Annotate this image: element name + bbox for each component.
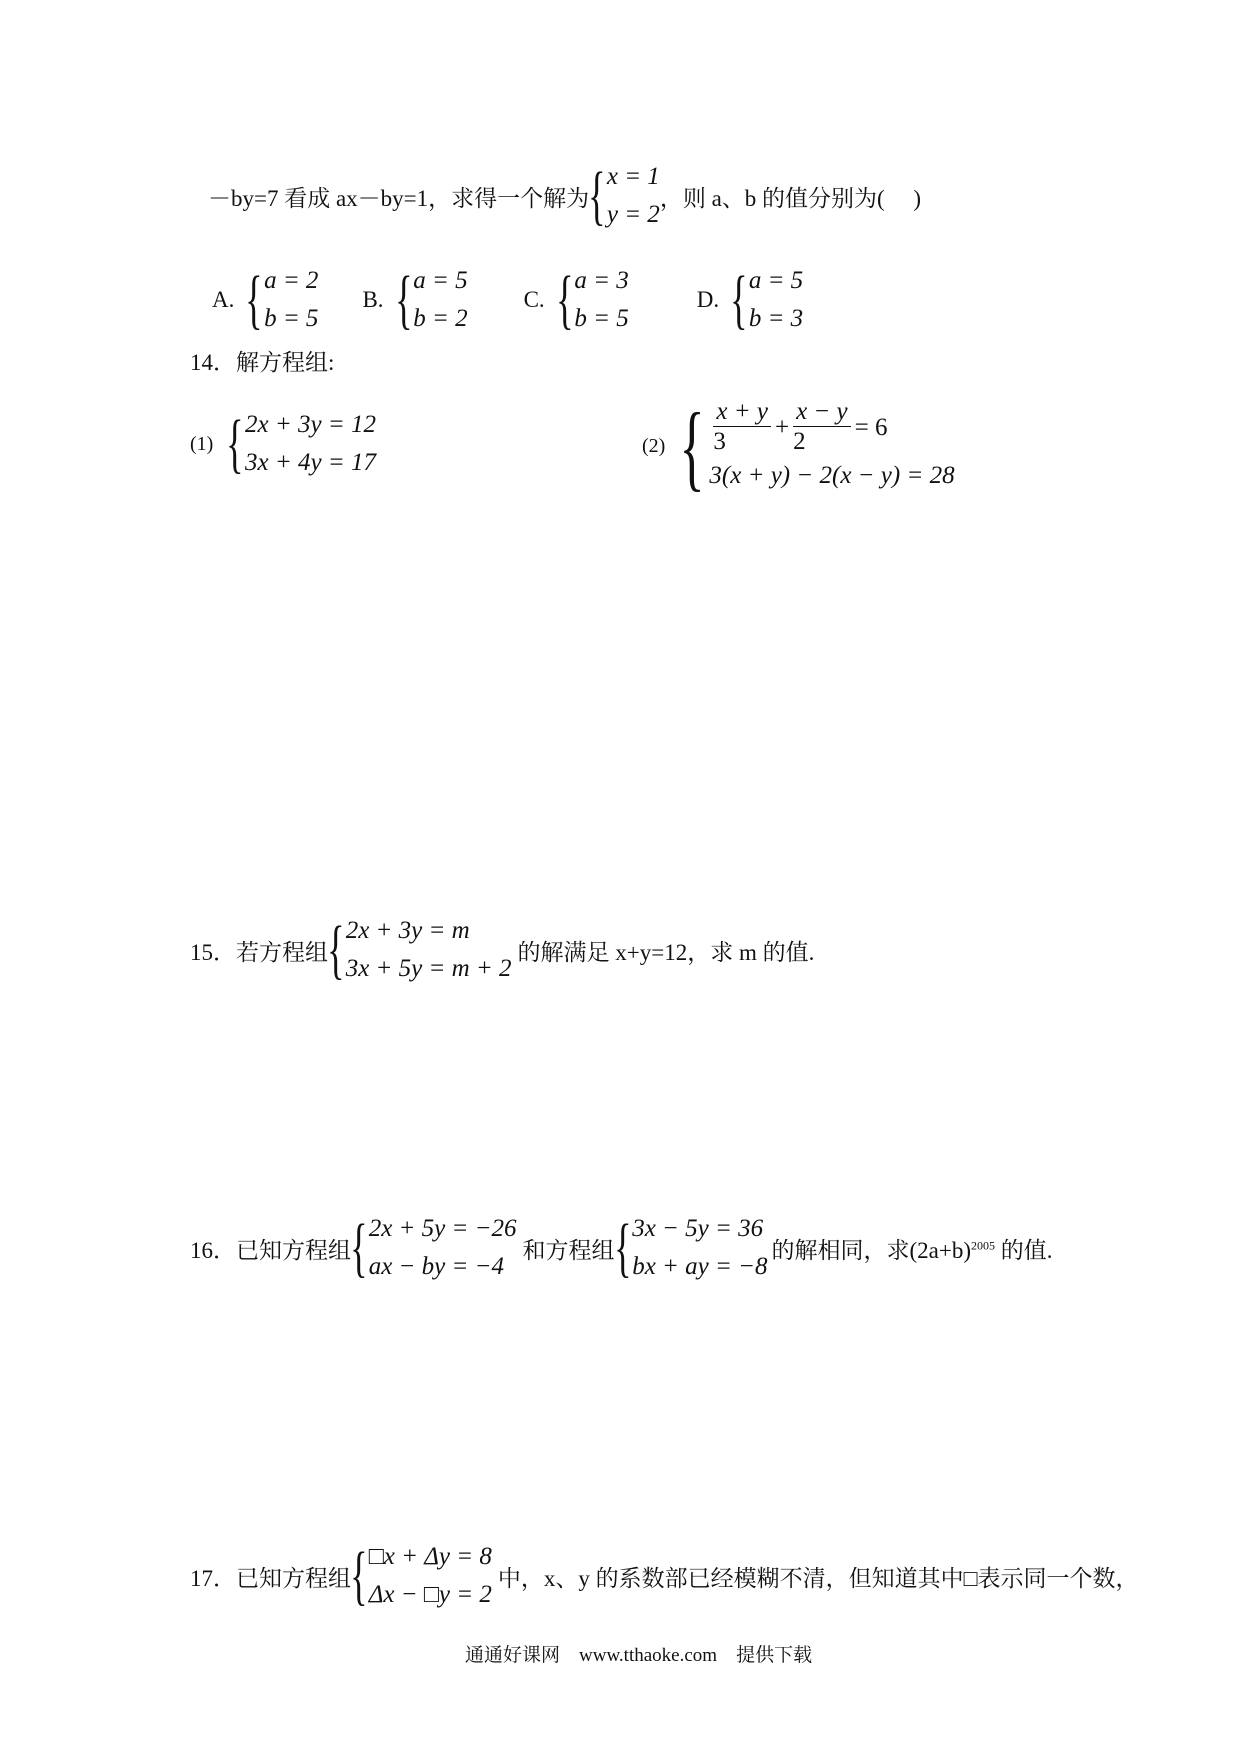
option-eq: a = 3	[574, 267, 629, 294]
option-eqs	[264, 262, 318, 338]
q16-eq1: 2x + 5y = −26	[368, 1215, 517, 1242]
q16-prefix: 16．已知方程组	[190, 1237, 351, 1263]
q17-system	[351, 1538, 492, 1614]
q13-solution-y: y = 2	[606, 201, 660, 228]
q14-title-text: 14．解方程组:	[190, 350, 335, 375]
q17-suffix: 中，x、y 的系数部已经模糊不清，但知道其中□表示同一个数，	[497, 1565, 1139, 1591]
q14-part1-eq1: 2x + 3y = 12	[245, 411, 376, 438]
page-footer	[465, 1640, 812, 1667]
q15-system	[328, 912, 512, 988]
option-label: C.	[523, 287, 545, 312]
q17-prefix: 17．已知方程组	[190, 1565, 351, 1591]
q13-text-after: ，则 a、b 的值分别为( )	[659, 185, 922, 211]
brace-icon: {	[588, 159, 606, 232]
q13-solution-system	[589, 158, 660, 234]
q13-text-before: －by=7 看成 ax－by=1，求得一个解为	[208, 185, 590, 211]
q15-eq1: 2x + 3y = m	[345, 917, 470, 944]
rhs: = 6	[854, 413, 888, 441]
q15-eq2: 3x + 5y = m + 2	[345, 955, 512, 982]
option-eq: b = 3	[748, 305, 804, 332]
q16-suffix-after: 的值.	[1000, 1237, 1053, 1263]
q14-part1-label: (1)	[190, 432, 214, 455]
q16-eqs1	[369, 1210, 517, 1286]
q13-option-b	[362, 262, 467, 338]
brace-icon: {	[350, 1539, 368, 1612]
q16-suffix-before: 的解相同，求(2a+b)	[771, 1237, 971, 1263]
option-eq: b = 5	[574, 305, 629, 332]
q15-suffix: 的解满足 x+y=12，求 m 的值.	[517, 939, 815, 965]
q14-part2-system	[677, 392, 955, 500]
q13-option-a	[212, 262, 318, 338]
brace-icon: {	[730, 263, 748, 336]
q17-eqs	[369, 1538, 492, 1614]
brace-icon: {	[679, 392, 706, 500]
footer-text: 通通好课网 www.tthaoke.com 提供下载	[465, 1645, 813, 1666]
brace-icon: {	[613, 1211, 632, 1284]
q14-part1-system	[227, 406, 376, 482]
q16-eq4: bx + ay = −8	[632, 1253, 768, 1280]
q17-eq2: Δx − □y = 2	[368, 1581, 492, 1608]
q16-system1	[351, 1210, 517, 1286]
option-eq: a = 5	[748, 267, 804, 294]
option-eqs	[749, 262, 803, 338]
fraction-denominator: 2	[793, 428, 806, 455]
q15-prefix: 15．若方程组	[190, 939, 328, 965]
q16-middle: 和方程组	[522, 1237, 615, 1263]
fraction-numerator: x − y	[793, 398, 851, 427]
q13-solution-x: x = 1	[606, 163, 660, 190]
q16-eqs2	[632, 1210, 767, 1286]
q16-exponent: 2005	[971, 1237, 995, 1252]
q16-eq3: 3x − 5y = 36	[632, 1215, 764, 1242]
option-eq: b = 2	[413, 305, 468, 332]
brace-icon: {	[327, 913, 345, 986]
q13-option-c	[524, 262, 629, 338]
q13-tail-line	[208, 158, 921, 234]
option-label: B.	[362, 287, 384, 312]
option-label: A.	[212, 287, 235, 312]
brace-icon: {	[350, 1211, 368, 1284]
option-eq: b = 5	[264, 305, 319, 332]
brace-icon: {	[245, 263, 263, 336]
q16-system2	[615, 1210, 768, 1286]
q14-title	[190, 344, 334, 377]
q13-options	[212, 262, 803, 338]
q15-line	[190, 912, 814, 988]
fraction	[793, 398, 851, 457]
q14-part2-eq1	[709, 398, 954, 457]
q14-part1-eqs	[245, 406, 376, 482]
q15-eqs	[346, 912, 512, 988]
option-eq: a = 5	[413, 267, 468, 294]
q13-option-d	[697, 262, 803, 338]
q14-part1-eq2: 3x + 4y = 17	[245, 449, 376, 476]
q16-eq2: ax − by = −4	[368, 1253, 504, 1280]
brace-icon: {	[226, 407, 244, 480]
q14-part2-label: (2)	[642, 435, 666, 457]
brace-icon: {	[394, 263, 413, 336]
fraction-numerator: x + y	[713, 398, 771, 427]
plus-sign: +	[774, 413, 790, 441]
brace-icon: {	[555, 263, 574, 336]
fraction-denominator: 3	[713, 428, 726, 455]
q14-part2-eqs	[709, 398, 954, 495]
q13-solution-eqs	[607, 158, 660, 234]
q16-line	[190, 1210, 1053, 1286]
q14-part2-eq2: 3(x + y) − 2(x − y) = 28	[709, 462, 955, 489]
q16-suffix	[772, 1232, 1053, 1265]
q17-eq1: □x + Δy = 8	[368, 1543, 492, 1570]
option-eqs	[413, 262, 467, 338]
option-label: D.	[696, 287, 720, 312]
fraction	[713, 398, 771, 457]
q14-part1	[190, 406, 376, 482]
q17-line	[190, 1538, 1139, 1614]
option-eqs	[574, 262, 628, 338]
option-eq: a = 2	[264, 267, 319, 294]
q14-part2	[642, 392, 955, 500]
